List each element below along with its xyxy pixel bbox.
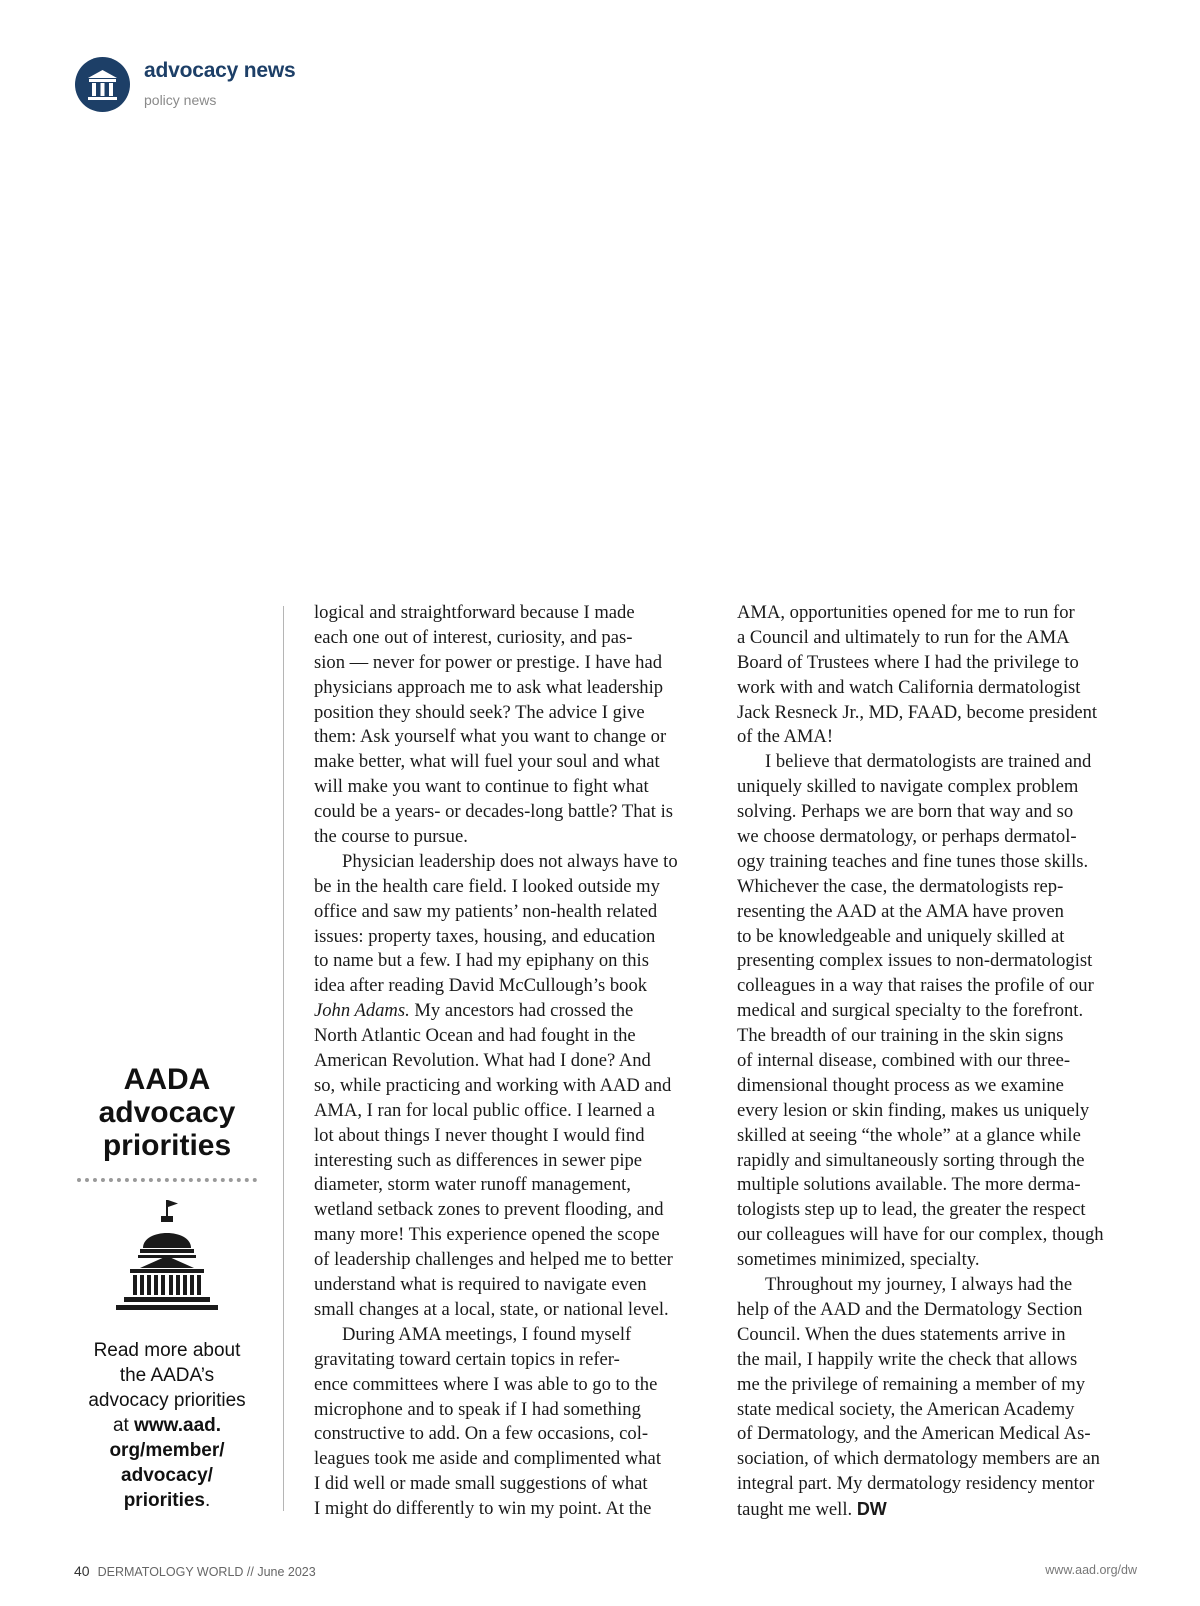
- article-line: ogy training teaches and fine tunes those skills.: [737, 850, 1089, 872]
- article-line: physicians approach me to ask what leadership: [314, 676, 664, 698]
- article-line: gravitating toward certain topics in refer-: [314, 1348, 620, 1370]
- article-line: lot about things I never thought I would find: [314, 1124, 645, 1146]
- article-line: Whichever the case, the dermatologists rep-: [737, 875, 1064, 897]
- article-line: John Adams. My ancestors had crossed the: [314, 1000, 634, 1022]
- sidebar-title-line: AADA: [123, 1063, 211, 1096]
- sidebar-url-suffix: .: [205, 1490, 211, 1511]
- article-line: to be knowledgeable and uniquely skilled at: [737, 925, 1065, 947]
- sidebar-title: [74, 1063, 260, 1162]
- article-line: office and saw my patients’ non-health related: [314, 900, 658, 922]
- capitol-building-icon: [112, 1198, 222, 1316]
- article-line: uniquely skilled to navigate complex problem: [737, 776, 1079, 798]
- article-line: issues: property taxes, housing, and education: [314, 925, 656, 947]
- sidebar-text-line: advocacy priorities: [88, 1390, 246, 1411]
- article-line: The breadth of our training in the skin signs: [737, 1025, 1064, 1047]
- article-line: state medical society, the American Academy: [737, 1398, 1075, 1420]
- article-column-right: [737, 601, 1135, 1522]
- article-line: tologists step up to lead, the greater the respect: [737, 1199, 1086, 1221]
- article-line: I did well or made small suggestions of what: [314, 1473, 648, 1495]
- article-line: ence committees where I was able to go to the: [314, 1373, 658, 1395]
- article-line: help of the AAD and the Dermatology Section: [737, 1298, 1083, 1320]
- article-line: we choose dermatology, or perhaps dermatol-: [737, 826, 1077, 848]
- article-line: of Dermatology, and the American Medical As-: [737, 1423, 1091, 1445]
- article-line: each one out of interest, curiosity, and pas-: [314, 626, 633, 648]
- article-line: of leadership challenges and helped me to better: [314, 1249, 673, 1271]
- article-line: could be a years- or decades-long battle? That is: [314, 801, 673, 823]
- article-line: I might do differently to win my point. At the: [314, 1498, 652, 1520]
- sidebar-url[interactable]: priorities: [123, 1490, 206, 1511]
- article-line: microphone and to speak if I had something: [314, 1398, 641, 1420]
- article-line: Board of Trustees where I had the privilege to: [737, 651, 1079, 673]
- article-line: AMA, opportunities opened for me to run for: [737, 602, 1075, 623]
- article-line: presenting complex issues to non-dermatologist: [737, 950, 1093, 972]
- section-subtitle: policy news: [144, 92, 217, 108]
- article-line: constructive to add. On a few occasions, col-: [314, 1423, 649, 1445]
- article-line: taught me well. DW: [737, 1499, 887, 1521]
- article-line: Physician leadership does not always have to: [342, 850, 678, 872]
- article-line: sometimes minimized, specialty.: [737, 1249, 980, 1271]
- article-line: integral part. My dermatology residency mentor: [737, 1473, 1095, 1495]
- article-line: of internal disease, combined with our three-: [737, 1050, 1071, 1072]
- article-line: understand what is required to navigate even: [314, 1274, 647, 1296]
- article-line: I believe that dermatologists are trained and: [765, 751, 1092, 773]
- article-line: colleagues in a way that raises the profile of our: [737, 975, 1094, 997]
- article-line: work with and watch California dermatologist: [737, 676, 1081, 698]
- article-column-left: [314, 601, 712, 1522]
- article-line: Council. When the dues statements arrive in: [737, 1323, 1066, 1345]
- footer-publication: [74, 1563, 316, 1579]
- article-line: wetland setback zones to prevent flooding, and: [314, 1199, 664, 1221]
- article-line: North Atlantic Ocean and had fought in the: [314, 1025, 636, 1047]
- article-line: diameter, storm water runoff management,: [314, 1174, 631, 1196]
- article-line: many more! This experience opened the scope: [314, 1224, 660, 1246]
- article-line: skilled at seeing “the whole” at a glance while: [737, 1124, 1081, 1146]
- article-line: resenting the AAD at the AMA have proven: [737, 900, 1064, 922]
- article-line: multiple solutions available. The more derma-: [737, 1174, 1081, 1196]
- article-line: Throughout my journey, I always had the: [765, 1274, 1073, 1296]
- publication-name: DERMATOLOGY WORLD // June 2023: [97, 1565, 316, 1579]
- sidebar-url[interactable]: www.aad.: [134, 1415, 222, 1436]
- sidebar-text: [74, 1338, 260, 1513]
- article-line: Jack Resneck Jr., MD, FAAD, become president: [737, 701, 1098, 723]
- article-line: solving. Perhaps we are born that way and so: [737, 801, 1074, 823]
- sidebar-url[interactable]: advocacy/: [121, 1465, 213, 1486]
- sidebar-text-line: Read more about: [93, 1340, 241, 1361]
- article-line: position they should seek? The advice I give: [314, 701, 645, 723]
- sidebar-title-line: advocacy: [98, 1096, 236, 1129]
- article-line: every lesion or skin finding, makes us uniquely: [737, 1099, 1090, 1121]
- sidebar-url-prefix: at: [112, 1415, 135, 1436]
- article-line: AMA, I ran for local public office. I learned a: [314, 1099, 655, 1121]
- article-line: a Council and ultimately to run for the AMA: [737, 626, 1070, 648]
- section-title: advocacy news: [144, 59, 296, 82]
- article-line: logical and straightforward because I made: [314, 602, 635, 623]
- article-line: of the AMA!: [737, 726, 834, 748]
- sidebar: [74, 1063, 260, 1513]
- institution-building-icon: [75, 57, 130, 112]
- article-line: medical and surgical specialty to the forefront.: [737, 1000, 1084, 1022]
- article-line: dimensional thought process as we examine: [737, 1074, 1064, 1096]
- dotted-divider: [77, 1178, 257, 1182]
- footer-url[interactable]: www.aad.org/dw: [1045, 1563, 1137, 1577]
- article-line: During AMA meetings, I found myself: [342, 1323, 632, 1345]
- article-line: me the privilege of remaining a member of my: [737, 1373, 1085, 1395]
- page-number: 40: [74, 1563, 90, 1579]
- article-line: leagues took me aside and complimented what: [314, 1448, 661, 1470]
- article-line: idea after reading David McCullough’s book: [314, 975, 648, 997]
- sidebar-url[interactable]: org/member/: [109, 1440, 225, 1461]
- sidebar-text-line: the AADA’s: [119, 1365, 215, 1386]
- article-line: interesting such as differences in sewer pipe: [314, 1149, 643, 1171]
- column-rule: [283, 606, 284, 1511]
- article-line: rapidly and simultaneously sorting through the: [737, 1149, 1085, 1171]
- article-line: to name but a few. I had my epiphany on this: [314, 950, 649, 972]
- article-line: will make you want to continue to fight what: [314, 776, 649, 798]
- article-line: our colleagues will have for our complex, though: [737, 1224, 1104, 1246]
- article-line: small changes at a local, state, or national level.: [314, 1298, 669, 1320]
- article-line: American Revolution. What had I done? And: [314, 1050, 651, 1072]
- book-title: John Adams.: [314, 1000, 410, 1022]
- article-line: the course to pursue.: [314, 826, 468, 848]
- article-line: the mail, I happily write the check that allows: [737, 1348, 1078, 1370]
- article-line: make better, what will fuel your soul and what: [314, 751, 660, 773]
- sidebar-title-line: priorities: [102, 1129, 232, 1162]
- article-line: sion — never for power or prestige. I have had: [314, 651, 662, 673]
- article-line: sociation, of which dermatology members are an: [737, 1448, 1100, 1470]
- end-mark: DW: [856, 1499, 887, 1520]
- article-line: them: Ask yourself what you want to change or: [314, 726, 667, 748]
- article-line: be in the health care field. I looked outside my: [314, 875, 660, 897]
- article-line: so, while practicing and working with AAD and: [314, 1074, 672, 1096]
